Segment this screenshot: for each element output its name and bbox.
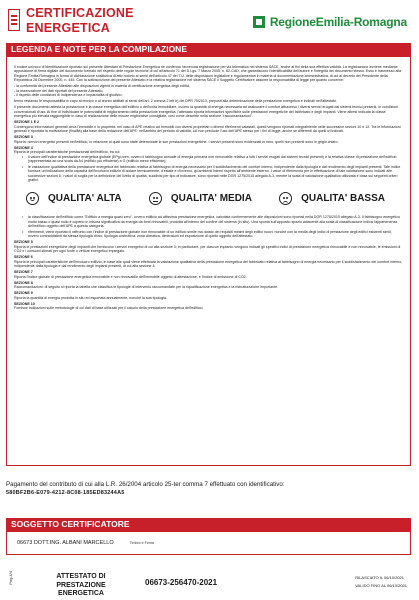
title-line-1: CERTIFICAZIONE [26,6,134,20]
page-header [0,0,419,44]
certificate-code: 06673-256470-2021 [145,578,218,587]
section-heading: SEZIONE 3 [14,135,33,140]
smiley-sad-icon [279,192,292,205]
section-heading: SEZIONE 10 [14,301,35,306]
section-text: Riporta la quantità di energia prodotta in situ ed esportata annualmente, nonché la sua tipologia. [14,295,168,300]
legend-box [6,56,411,466]
section-heading: SEZIONE 5 [14,240,33,245]
section-text: Riporta le prestazioni energetiche degli impianti che forniscono i servizi energetici di cui alla sezione 3; in particolare, per ciascun impianto vengono indicati gli specifici indici di prestazione energetica rinnovabile e non rinnovabile, le emissioni di CO2 e i consumi stimati per ogni fonte o vettore energetico impiegato. [14,244,401,254]
quality-high [26,192,122,205]
list-item: • riferimenti, viene riportato il raffronto con l'indice di prestazione globale non rinnovabile di un edificio simile ma dotato dei requisiti minimi degli edifici nuovi, nonché con la media degli indici di prestazione degli edifici esistenti simili, ovvero contraddistinti da stessa tipologia d'uso, tipologia costruttiva, zona climatica, dimensioni ed esposizione di quello oggetto dell'attestato. [28,230,403,239]
certifier-name: 06673 DOTT.ING. ALBANI MARCELLO [17,540,114,546]
list-item: • la classificazione dell'edificio come "Edificio a energia quasi zero", ovvero edificio ad altissima prestazione energetica, calcolata conformemente alle disposizioni sono riportati nella DGR 1275/2015 allegato A-3. Il fabbisogno energetico molto basso o quasi nullo è coperto in misura significativa da energia da fonti rinnovabili, prodotta all'interno del confine del sistema (in situ). Una spunta sull'apposito spazio adiacente alla scala di classificazione indica l'appartenenza dell'edificio oggetto dell'APE a questa categoria. [28,215,403,228]
payment-code: 580BF2B6-E079-4212-8C08-185ED83244A5 [6,490,125,496]
document-logo-icon [8,9,20,31]
section-text: Fornisce indicazioni sulle metodologie di cui dati di base utilizzati per il calcolo della prestazione energetica dell'edificio. [14,306,204,311]
legend-section-title: LEGENDA E NOTE PER LA COMPILAZIONE [6,43,411,56]
section-heading: SEZIONE 7 [14,270,33,275]
certifier-box [6,531,411,555]
section-heading: SEZIONE 6 [14,255,33,260]
section-text: Riporta le principali caratteristiche dell'involucro edilizio, in base alle quali viene effettuata la valutazione qualitativa della prestazione energetica del fabbricato relativa al fabbisogno di energia necessario per il soddisfacimento del comfort interno, indipendente dalla tipologia e dal rendimento degli impianti presenti, di cui alla sezione 4. [14,259,403,269]
title-line-2: ENERGETICA [26,21,110,35]
quality-medium [149,192,252,205]
page-footer [0,566,419,600]
quality-high-label: QUALITA' ALTA [48,192,122,204]
footer-title-line-2: PRESTAZIONE ENERGETICA [56,581,106,597]
document-title [26,6,134,36]
smiley-neutral-icon [149,192,162,205]
validity-info [355,574,407,590]
section-text: Contengono informazioni generali circa l'immobile e lo proprietà: nel caso di APE relativo ad immobili con diversi proprietari o diversi riferimenti catastali, questi vengono riportati integralmente nelle successive sezioni 10 e 12. Tra le informazioni generali è riportata la motivazione (finalità) alla base della redazione dell'APE: nell'ambito del periodo di validità, ciò non preclude l'uso dell'APE stesso per i fini di legge, anche se differenti da quelli ivi indicati. [14,124,401,134]
region-logo [253,15,407,29]
legend-list-item: - il rispetto delle condizioni di indipendenza e imparzialità di giudizio, [14,93,123,98]
section-heading: SEZIONE 8 [14,280,33,285]
section-text: Raccomandazioni: di seguito si riporta la tabella che classifica le tipologie di intervento raccomandate per la riqualificazione energetica e la ristrutturazione importante. [14,285,279,290]
legend-paragraph: Il presente documento attesta la prestazione e la classe energetica dell'edificio o dell'unità immobiliare, ovvero la quantità di energia necessaria ad assicurare il comfort attraverso i diversi servizi erogati dai sistemi tecnici presenti, in condizioni convenzionali d'uso. Al fine di individuare le potenzialità di miglioramento della prestazione energetica, l'attestato riporta informazioni specifiche sulle prestazioni energetiche del fabbricato e degli impianti. Viene altresì indicata la classe energetica più elevata raggiungibile in caso di realizzazione delle misure migliorative consigliate, così come descritte nella sezione "raccomandazioni". [14,105,399,119]
section-heading: SEZIONE 4 [14,145,33,150]
quality-medium-label: QUALITA' MEDIA [170,192,252,204]
footer-title [35,573,127,599]
page-number: Pag.4/4 [8,571,13,585]
issued-date: RILASCIATO IL 06/10/2021 [355,575,405,580]
quality-low [279,192,385,205]
quality-scale [26,192,385,205]
section-4-list-continued [14,215,403,238]
section-heading: SEZIONE 9 [14,291,33,296]
legend-paragraph: Il codice univoco di identificazione riportato sul presente Attestato di Prestazione Energetica ne conferma l'avvenuta registrazione per via telematica nel sistema SACE, anche ai fini della sua effettiva validità. La registrazione avviene mediante apposizione di firma digitale del documento formato nel rispetto delle regole tecniche di cui all'articolo 71 del D.Lgs. 7 Marzo 2005, n. 82-CAD, che garantiscono l'identificabilità dell'autore e l'integrità del documento stesso. Esso è trasmesso alla Regione Emilia-Romagna in forma di dichiarazione sostitutiva di atto notorio ai sensi dell'articolo 47 del T.U. delle disposizioni legislative e regolamentari in materia di documentazione amministrativa, di cui al decreto del Presidente della Repubblica 28 Dicembre 2000, n. 445. Con la sottoscrizione del presente Attestato e la relativa registrazione nel sistema SACE il Soggetto Certificatore assume la responsabilità di legge per quanto concerne: [14,65,402,83]
footer-title-line-1: ATTESTATO DI [56,573,106,580]
legend-list-item: - la conformità del presente Attestato alle disposizioni vigenti in materia di certificazione energetica degli edifici, [14,84,191,89]
list-item: • il valore dell'indice di prestazione energetica globale (EPgl,nren, ovvero il fabbisogno annuale di energia primaria non rinnovabile relativo a tutti i servizi erogati dai sistemi tecnici presenti) e la relativa classe di prestazione dell'edificio (rappresentata ad una scala da A4 (edificio più efficiente) a G (edificio meno efficiente); [28,155,403,164]
legend-list [14,84,403,97]
region-name: RegioneEmilia-Romagna [269,15,407,29]
payment-info [6,481,411,497]
section-text: Riporta l'indice globale di prestazione energetica rinnovabile e non rinnovabile dell'immobile oggetto di attestazione, e l'indice di emissione di CO2. [14,274,247,279]
smiley-happy-icon [26,192,39,205]
legend-paragraph: fermo restando le responsabilità in capo al tecnico o ai tecnici abilitati ai sensi dell'art. 2 comma 2 lett b) del DPR 75/2013, preposti alla determinazione della prestazione energetica e indicati nell'attestato. [14,99,337,104]
quality-low-label: QUALITA' BASSA [301,192,385,204]
certifier-section-title: SOGGETTO CERTIFICATORE [6,518,411,531]
payment-text: Pagamento del contributo di cui alla L.R. 26/2004 articolo 25-ter comma 7 effettuato con identificativo: [6,481,285,488]
section-heading: SEZIONE 1 E 2 [14,120,40,125]
section-4-list [14,155,403,183]
section-text: Riporta i servizi energetici presenti nell'edificio, in relazione ai quali sono state determinate le sue prestazioni energetiche. I servizi presenti sono evidenziati in nero, quelli non presenti sono in grigio chiaro. [14,139,339,144]
legend-list-item: - la osservazione dei dati riportati del presente Attestato, [14,88,104,93]
region-mark-icon [253,16,265,28]
section-text: Riporta le principali caratteristiche prestazionali dell'edificio, tra cui: [14,150,121,155]
signature-label: Timbro e Firma [129,541,154,545]
valid-until-date: VALIDO FINO AL 06/10/2031 [355,583,407,588]
list-item: • le valutazione qualitativa della prestazione energetica del fabbricato relativa al fabbisogno di energia necessario per il soddisfacimento del comfort interno, indipendente dalla tipologia e dal rendimento degli impianti presenti. Tale indice fornisce un'indicazione della capacità dell'involucro edilizio di isolare termicamente, d'estate e d'inverno, gli ambienti interni rispetto all'ambiente esterno. I valori di riferimento per le effettuazione di tale valutazione sono indicati alle successive sezioni 6; i valori di soglia per la definizione del livello di qualità, suddivisi per tipo di indicatore, sono riportati nelle DGR 1275/2015 allegato A-3, mentre la scala di valutazione qualitativa utilizzata è basa sui seguenti criteri grafici: [28,165,403,183]
